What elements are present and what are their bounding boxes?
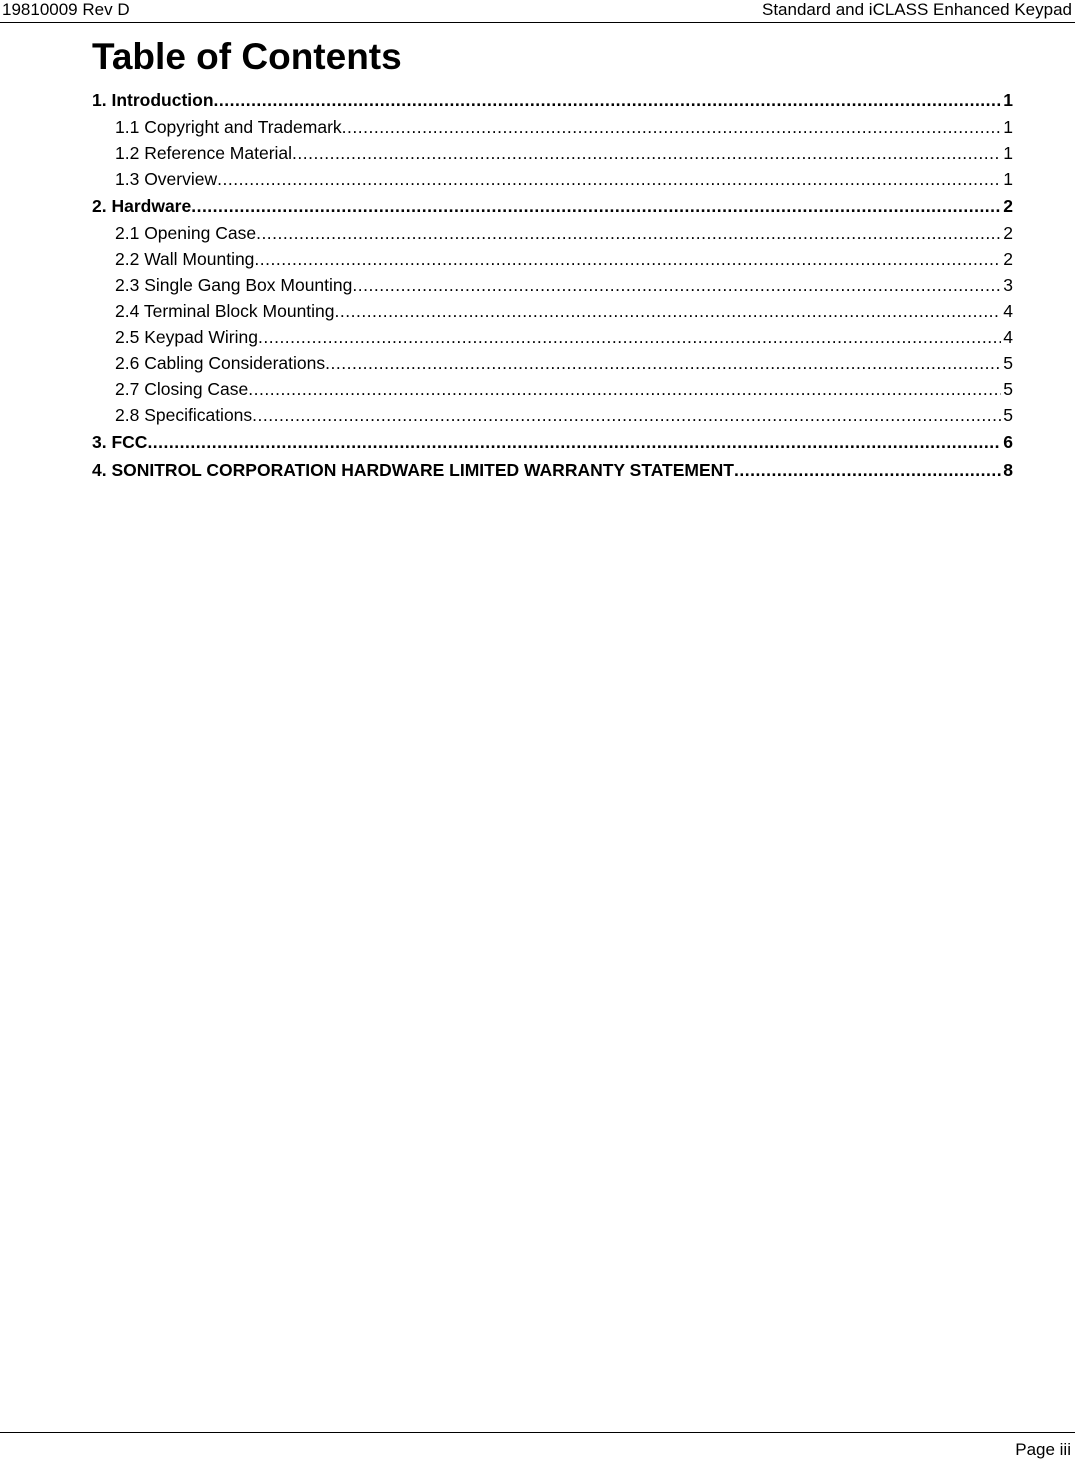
toc-entry-label: 2.4 Terminal Block Mounting (115, 301, 335, 321)
toc-entry-page: 3 (1003, 275, 1013, 295)
toc-entry-cabling-considerations[interactable] (92, 350, 1013, 376)
toc-entry-page: 6 (1003, 432, 1013, 452)
dot-leader (248, 376, 1001, 402)
toc-title: Table of Contents (92, 36, 402, 77)
dot-leader (734, 458, 1001, 482)
toc-entry-label: 1.1 Copyright and Trademark (115, 117, 342, 137)
toc-entry-page: 2 (1003, 249, 1013, 269)
toc-entry-page: 1 (1003, 117, 1013, 137)
toc-entry-label: 2.1 Opening Case (115, 223, 257, 243)
toc-entry-terminal-block-mounting[interactable] (92, 298, 1013, 324)
toc-entry-page: 5 (1003, 353, 1013, 373)
dot-leader (217, 166, 1001, 192)
dot-leader (252, 402, 1001, 428)
toc-entry-label: 2.6 Cabling Considerations (115, 353, 326, 373)
toc-entry-copyright-and-trademark[interactable] (92, 114, 1013, 140)
dot-leader (258, 324, 1001, 350)
toc-entry-hardware[interactable] (92, 192, 1013, 220)
toc-entry-page: 4 (1003, 327, 1013, 347)
toc-entry-label: 3. FCC (92, 432, 148, 452)
toc-entry-overview[interactable] (92, 166, 1013, 192)
toc-entry-opening-case[interactable] (92, 220, 1013, 246)
toc-entry-reference-material[interactable] (92, 140, 1013, 166)
toc-entry-label: 1.2 Reference Material (115, 143, 293, 163)
toc-entry-specifications[interactable] (92, 402, 1013, 428)
dot-leader (256, 220, 1001, 246)
toc-entry-page: 8 (1003, 460, 1013, 480)
toc-entry-label: 2.3 Single Gang Box Mounting (115, 275, 353, 295)
dot-leader (214, 88, 1002, 112)
page-number: Page iii (1015, 1440, 1071, 1459)
document-number: 19810009 Rev D (2, 0, 130, 19)
toc-entry-page: 1 (1003, 169, 1013, 189)
dot-leader (254, 246, 1001, 272)
table-of-contents (92, 86, 1013, 484)
toc-entry-label: 2.5 Keypad Wiring (115, 327, 258, 347)
dot-leader (325, 350, 1001, 376)
toc-entry-page: 5 (1003, 405, 1013, 425)
toc-entry-page: 1 (1003, 90, 1013, 110)
toc-entry-label: 2.2 Wall Mounting (115, 249, 255, 269)
dot-leader (147, 430, 1001, 454)
toc-entry-label: 4. SONITROL CORPORATION HARDWARE LIMITED WARRANTY STATEMENT (92, 460, 734, 480)
toc-entry-page: 5 (1003, 379, 1013, 399)
toc-entry-fcc[interactable] (92, 428, 1013, 456)
dot-leader (191, 194, 1001, 218)
toc-entry-page: 1 (1003, 143, 1013, 163)
toc-entry-closing-case[interactable] (92, 376, 1013, 402)
dot-leader (292, 140, 1001, 166)
toc-entry-page: 2 (1003, 223, 1013, 243)
toc-entry-page: 2 (1003, 196, 1013, 216)
dot-leader (342, 114, 1002, 140)
toc-entry-warranty-statement[interactable] (92, 456, 1013, 484)
toc-entry-wall-mounting[interactable] (92, 246, 1013, 272)
document-title: Standard and iCLASS Enhanced Keypad (761, 0, 1072, 19)
toc-entry-page: 4 (1003, 301, 1013, 321)
toc-entry-keypad-wiring[interactable] (92, 324, 1013, 350)
toc-entry-label: 2.7 Closing Case (115, 379, 249, 399)
toc-entry-label: 2.8 Specifications (115, 405, 253, 425)
toc-entry-single-gang-box-mounting[interactable] (92, 272, 1013, 298)
dot-leader (352, 272, 1001, 298)
toc-entry-label: 1. Introduction (92, 90, 214, 110)
page-footer (0, 1432, 1075, 1459)
toc-entry-introduction[interactable] (92, 86, 1013, 114)
page-header (0, 0, 1075, 23)
dot-leader (335, 298, 1002, 324)
toc-entry-label: 1.3 Overview (115, 169, 218, 189)
toc-entry-label: 2. Hardware (92, 196, 192, 216)
